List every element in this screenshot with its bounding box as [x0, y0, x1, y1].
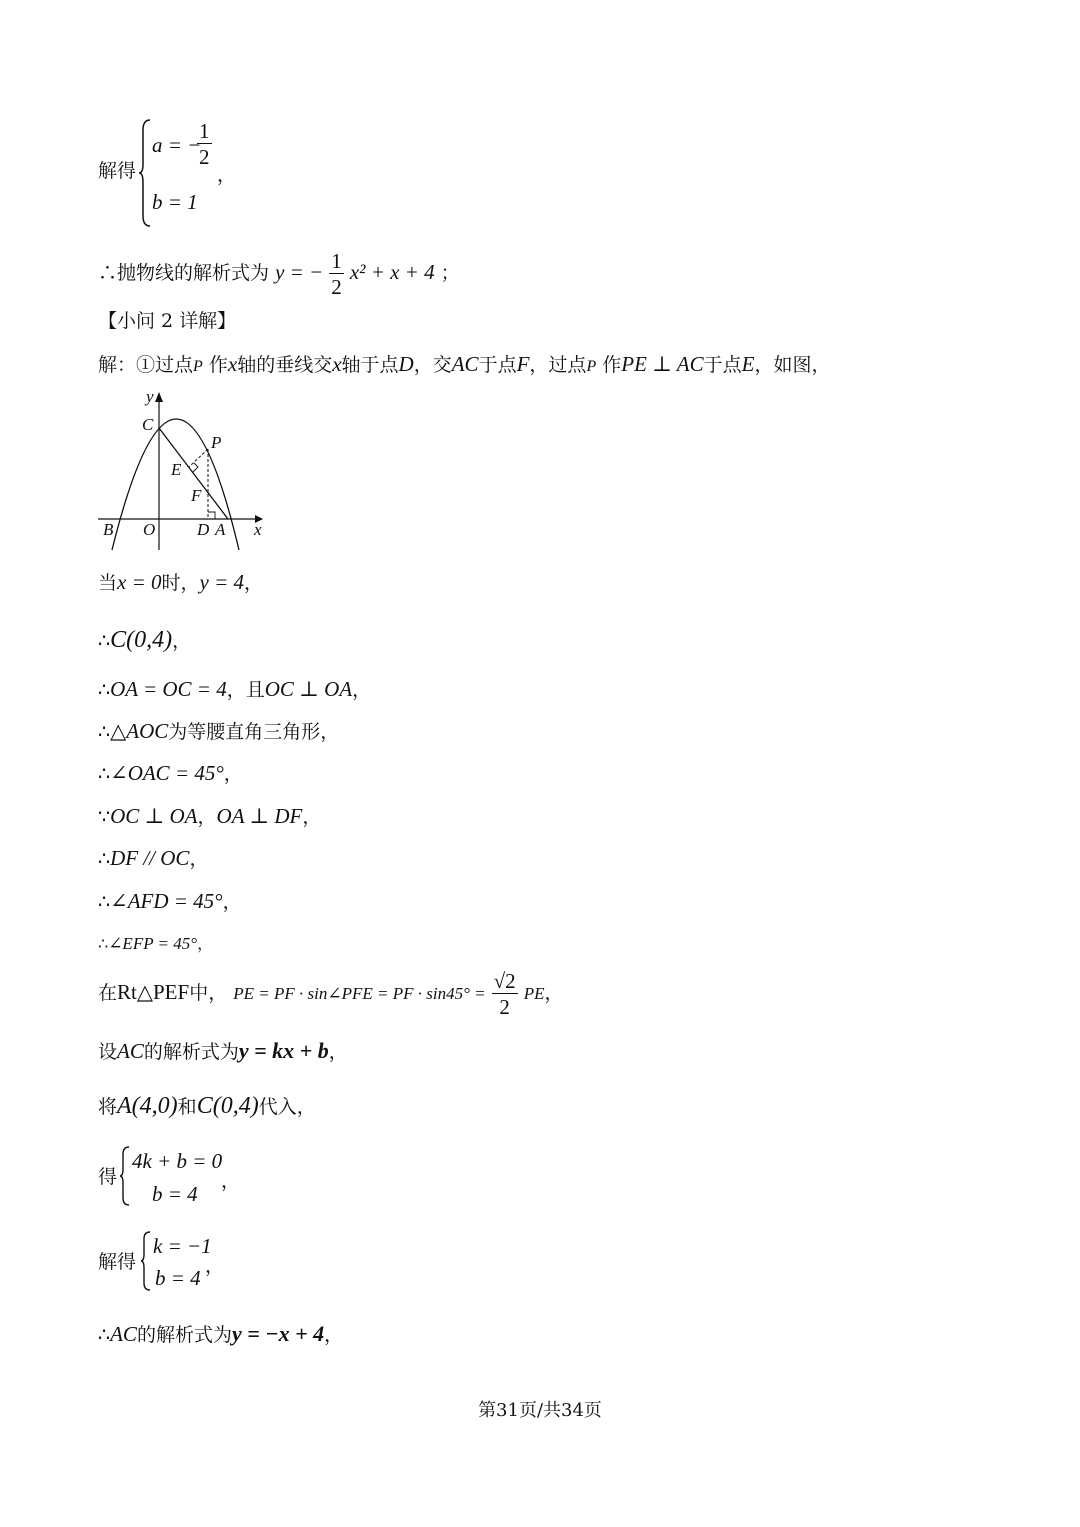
text: 时，	[161, 572, 200, 594]
text: 于点	[478, 354, 517, 376]
left-brace-icon	[119, 1145, 131, 1207]
system2-tail: ，	[221, 1171, 241, 1192]
math: OC ⊥ OA	[110, 804, 198, 828]
math: AC	[117, 1039, 144, 1063]
text: ∴	[98, 679, 111, 701]
text: 和	[177, 1096, 197, 1118]
text: ∵	[98, 806, 111, 828]
system1-lead: 解得	[98, 160, 137, 182]
system3-row2: b = 4	[155, 1266, 201, 1290]
text: ，交	[413, 354, 452, 376]
text: ∴抛物线的解析式为	[98, 262, 270, 285]
system3-tail: ，	[205, 1256, 225, 1277]
section-header: 【小问 2 详解】	[98, 310, 237, 332]
math: F	[516, 352, 530, 376]
math: y = −x + 4	[231, 1321, 325, 1346]
text: 轴于点	[341, 354, 399, 376]
system1-fraction	[197, 120, 212, 168]
text: ∴	[98, 891, 111, 913]
math: ∠EFP = 45°	[108, 934, 198, 953]
step-3	[98, 679, 371, 700]
math: y = 4	[199, 570, 245, 594]
text: ，如图，	[754, 354, 831, 376]
text: ，过点	[529, 354, 587, 376]
text: 的解析式为	[136, 1324, 232, 1346]
math: P	[586, 358, 597, 375]
system1-tail: ，	[217, 165, 237, 186]
text: ∴	[98, 1324, 111, 1346]
math: OA = OC = 4	[110, 677, 227, 701]
text: 的解析式为	[143, 1041, 239, 1063]
step-12	[98, 1094, 316, 1118]
math: x	[332, 352, 342, 376]
system1-row1: a = −	[152, 133, 202, 157]
text: ，	[244, 572, 264, 594]
step-10	[98, 970, 564, 1018]
system2-row1: 4k + b = 0	[132, 1149, 223, 1173]
system3-lead: 解得	[98, 1251, 137, 1273]
text: ，	[189, 848, 209, 870]
text: 中，	[189, 982, 228, 1005]
math: P	[193, 358, 203, 375]
math: C(0,4)	[196, 1093, 259, 1119]
page-footer: 第31页/共34页	[478, 1400, 602, 1421]
step-6	[98, 806, 321, 827]
system2-lead: 得	[98, 1166, 118, 1188]
parabola-fraction	[329, 250, 344, 298]
text: ；	[440, 262, 460, 285]
math: ∠AFD = 45°	[110, 889, 223, 913]
math: A(4,0)	[117, 1093, 178, 1119]
label-f: F	[191, 486, 202, 505]
fraction-numerator: √2	[493, 969, 516, 993]
math: E	[741, 352, 755, 376]
line-pe	[189, 449, 208, 467]
left-brace-icon	[140, 1230, 152, 1292]
text: 作	[208, 354, 228, 376]
fraction-denominator: 2	[331, 275, 342, 300]
step-7	[98, 848, 208, 869]
math: y = kx + b	[238, 1038, 329, 1063]
text: ∴	[98, 934, 109, 953]
text: ∴	[98, 721, 111, 743]
text: ，	[544, 982, 564, 1005]
label-b: B	[103, 520, 114, 539]
fraction-numerator: 1	[331, 249, 342, 273]
math: x² + x + 4	[349, 260, 435, 285]
math: PE ⊥ AC	[621, 352, 704, 376]
text: ，且	[226, 679, 265, 701]
text: ，	[328, 1041, 348, 1063]
label-e: E	[171, 460, 182, 479]
math: △AOC	[110, 719, 169, 743]
text: 于点	[703, 354, 742, 376]
text: ∴	[98, 630, 111, 652]
step-4	[98, 721, 339, 742]
right-angle-e	[193, 463, 198, 472]
last-line	[98, 1323, 343, 1345]
text: 在	[98, 982, 118, 1005]
text: 为等腰直角三角形，	[168, 721, 340, 743]
math: C(0,4)	[110, 627, 173, 653]
math: ∠OAC = 45°	[110, 761, 224, 785]
parabola-figure	[92, 385, 282, 555]
math: OC ⊥ OA	[264, 677, 353, 701]
math: Rt△PEF	[117, 980, 190, 1005]
step-9	[98, 935, 213, 952]
math: x = 0	[117, 570, 162, 594]
system3-row1: k = −1	[153, 1234, 212, 1258]
math: PE	[523, 984, 545, 1004]
label-d: D	[197, 520, 210, 539]
math: D	[398, 352, 414, 376]
intro-line	[98, 354, 831, 375]
text: ，	[324, 1324, 344, 1346]
text: 代入，	[258, 1096, 316, 1118]
label-a: A	[215, 520, 226, 539]
system1-row2: b = 1	[152, 190, 198, 214]
label-y: y	[146, 387, 154, 406]
math: x	[227, 352, 238, 376]
fraction-denominator: 2	[199, 145, 210, 170]
text: 作	[602, 354, 622, 376]
text: ∴	[98, 848, 111, 870]
label-p: P	[211, 433, 222, 452]
fraction-numerator: 1	[199, 119, 210, 143]
text: ，	[197, 806, 217, 828]
text: 设	[98, 1041, 118, 1063]
step-1	[98, 572, 263, 593]
math: AC	[451, 352, 479, 376]
text: ，	[352, 679, 372, 701]
step-11	[98, 1040, 348, 1062]
step-2	[98, 628, 191, 652]
left-brace-icon	[138, 118, 152, 228]
text: ，	[172, 630, 192, 652]
text: 轴的垂线交	[237, 354, 333, 376]
sqrt2-fraction	[492, 970, 518, 1018]
math: PE = PF · sin∠PFE = PF · sin45° =	[233, 984, 486, 1004]
text: ∴	[98, 763, 111, 785]
math: AC	[110, 1322, 137, 1346]
text: ，	[197, 934, 214, 953]
y-axis-arrow-icon	[155, 392, 163, 402]
text: ，	[302, 806, 322, 828]
parabola-line	[98, 250, 460, 298]
right-angle-d	[208, 512, 215, 519]
label-o: O	[143, 520, 156, 539]
label-c: C	[142, 415, 154, 434]
math: OA ⊥ DF	[216, 804, 303, 828]
math: y = −	[275, 260, 324, 285]
step-5	[98, 763, 243, 784]
text: 解：①过点	[98, 354, 194, 376]
text: ，	[222, 891, 242, 913]
label-x: x	[254, 520, 262, 539]
math: DF // OC	[110, 846, 190, 870]
text: 将	[98, 1096, 118, 1118]
fraction-denominator: 2	[499, 995, 510, 1020]
system2-row2: b = 4	[152, 1182, 198, 1206]
step-8	[98, 891, 242, 912]
text: 当	[98, 572, 118, 594]
text: ，	[223, 763, 243, 785]
